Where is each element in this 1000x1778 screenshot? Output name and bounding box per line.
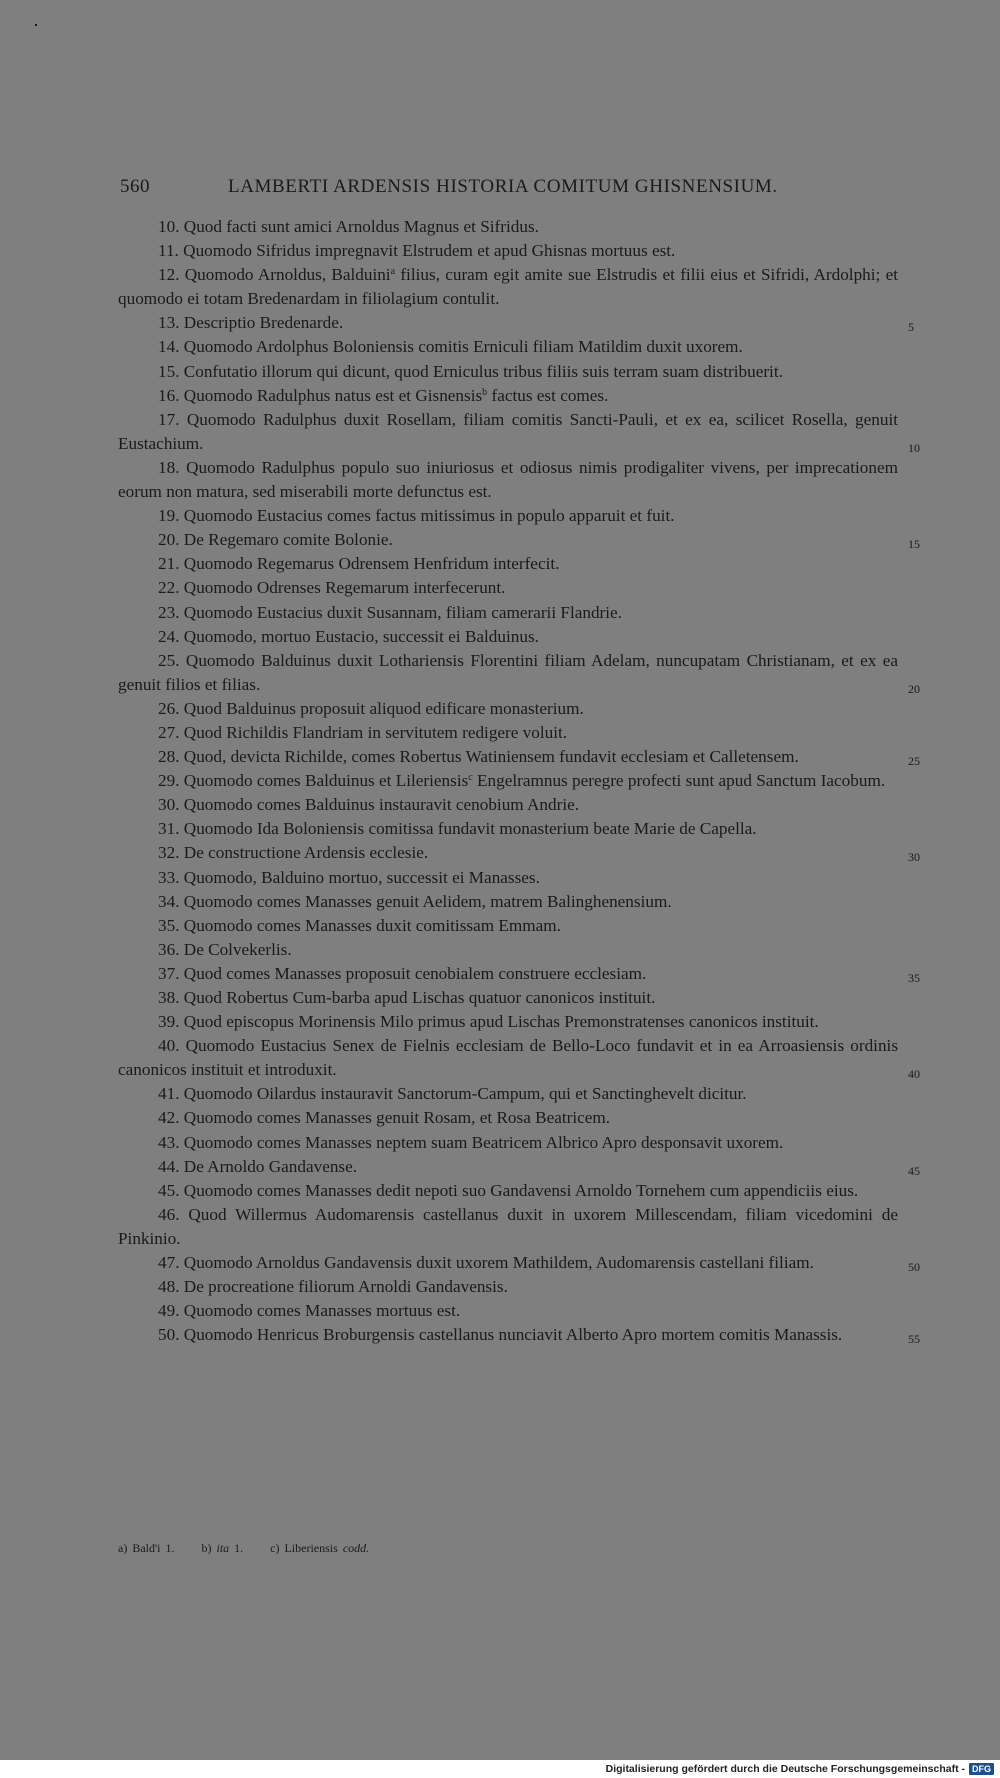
chapter-entry [118,745,920,769]
chapter-list [118,215,920,1347]
entry-text-continued: filius, curam egit amite sue Elstrudis et filii eius et Sifridi, Ardolphi; et quomodo ei totam Bredenardam in filiolagium contulit. [118,265,898,309]
entry-text: Quod Richildis Flandriam in servitutem redigere voluit. [183,722,568,742]
chapter-entry [118,938,898,962]
entry-number: 25. [158,650,180,670]
entry-text: Quod episcopus Morinensis Milo primus apud Lischas Premonstratenses canonicos instituit. [183,1012,819,1032]
chapter-entry [118,215,898,239]
dfg-logo: DFG [969,1763,994,1775]
margin-line-number: 40 [908,1067,920,1082]
margin-line-number: 45 [908,1163,920,1178]
entry-number: 16. [158,385,180,405]
entry-text-continued: Engelramnus peregre profecti sunt apud Sanctum Iacobum. [472,771,886,791]
footnote-marker: b [482,386,488,398]
chapter-entry [118,456,898,504]
chapter-entry [118,721,898,745]
entry-text: De constructione Ardensis ecclesie. [183,843,429,863]
chapter-entry [118,1323,920,1347]
entry-text: Quomodo comes Manasses dedit nepoti suo Gandavensi Arnoldo Tornehem cum appendiciis eius. [183,1180,859,1200]
entry-number: 15. [158,361,180,381]
entry-number: 22. [158,578,180,598]
margin-line-number: 20 [908,681,920,696]
chapter-entry [118,697,898,721]
chapter-entry [118,890,898,914]
entry-number: 29. [158,771,180,791]
chapter-entry [118,962,920,986]
footnote-b: b) ita 1. [201,1541,244,1555]
chapter-entry [118,817,898,841]
entry-number: 43. [158,1132,180,1152]
entry-number: 26. [158,698,180,718]
page-header [118,176,898,206]
entry-text: Quomodo Eustacius comes factus mitissimus in populo apparuit et fuit. [183,506,675,526]
margin-line-number: 10 [908,440,920,455]
footnote-marker: a [390,266,396,278]
margin-line-number: 15 [908,537,920,552]
chapter-entry [118,841,920,865]
entry-number: 32. [158,843,180,863]
margin-line-number: 25 [908,754,920,769]
chapter-entry [118,239,898,263]
footer-credit-text: Digitalisierung gefördert durch die Deutsche Forschungsgemeinschaft - [605,1763,965,1775]
chapter-entry [118,263,898,311]
entry-number: 19. [158,506,180,526]
entry-number: 49. [158,1301,180,1321]
footer-credit-bar [0,1760,1000,1778]
chapter-entry [118,384,898,408]
entry-text: Quomodo Henricus Broburgensis castellanus nunciavit Alberto Apro mortem comitis Manassis. [183,1325,843,1345]
entry-number: 35. [158,915,180,935]
entry-text: Quomodo comes Balduinus et Lileriensis [183,771,469,791]
margin-line-number: 55 [908,1332,920,1347]
entry-number: 37. [158,963,180,983]
chapter-entry [118,625,898,649]
margin-line-number: 50 [908,1260,920,1275]
entry-text: Quod comes Manasses proposuit cenobialem construere ecclesiam. [183,963,647,983]
chapter-entry [118,986,898,1010]
chapter-entry [118,1179,898,1203]
entry-text: De procreatione filiorum Arnoldi Gandavensis. [183,1277,508,1297]
entry-text: Quomodo Eustacius duxit Susannam, filiam camerarii Flandrie. [183,602,622,622]
entry-text: Quomodo comes Manasses neptem suam Beatricem Albrico Apro desponsavit uxorem. [183,1132,784,1152]
entry-number: 14. [158,337,180,357]
entry-number: 30. [158,795,180,815]
entry-text: Quomodo, Balduino mortuo, successit ei Manasses. [183,867,540,887]
chapter-entry [118,866,898,890]
entry-text: Quomodo, mortuo Eustacio, successit ei Balduinus. [183,626,539,646]
entry-number: 48. [158,1277,180,1297]
entry-number: 24. [158,626,180,646]
entry-number: 12. [158,265,180,285]
chapter-entry [118,601,898,625]
entry-text: Quomodo Odrenses Regemarum interfecerunt. [183,578,506,598]
entry-number: 45. [158,1180,180,1200]
chapter-entry [118,408,920,456]
entry-number: 20. [158,530,180,550]
entry-number: 17. [158,409,180,429]
entry-number: 33. [158,867,180,887]
entry-number: 27. [158,722,180,742]
entry-text-continued: factus est comes. [487,385,609,405]
entry-text: Quomodo comes Manasses genuit Rosam, et Rosa Beatricem. [183,1108,611,1128]
entry-number: 42. [158,1108,180,1128]
margin-line-number: 30 [908,850,920,865]
entry-number: 47. [158,1253,180,1273]
entry-number: 10. [158,217,180,236]
chapter-entry [118,1299,898,1323]
entry-text: Quomodo Arnoldus, Balduini [184,265,391,285]
margin-line-number: 35 [908,970,920,985]
chapter-entry [118,1106,898,1130]
entry-text: Quod facti sunt amici Arnoldus Magnus et Sifridus. [183,217,539,236]
entry-text: Quomodo comes Balduinus instauravit cenobium Andrie. [183,795,580,815]
entry-text: Quod Willermus Audomarensis castellanus duxit in uxorem Millescendam, filiam vicedomini de Pinkinio. [118,1204,898,1248]
chapter-entry [118,1131,898,1155]
chapter-entry [118,335,898,359]
entry-number: 13. [158,313,180,333]
entry-text: Quomodo Ida Boloniensis comitissa fundavit monasterium beate Marie de Capella. [183,819,757,839]
chapter-entry [118,649,920,697]
entry-number: 36. [158,939,180,959]
entry-number: 23. [158,602,180,622]
entry-text: Descriptio Bredenarde. [183,313,344,333]
margin-line-number: 5 [908,320,914,335]
entry-text: Quomodo Regemarus Odrensem Henfridum interfecit. [183,554,560,574]
entry-text: Quomodo Balduinus duxit Lothariensis Florentini filiam Adelam, nuncupatam Christianam, et ex ea genuit filios et filias. [118,650,899,694]
footnotes [118,1541,391,1556]
entry-text: Confutatio illorum qui dicunt, quod Erniculus tribus filiis suis terram suam distribuerit. [183,361,783,381]
entry-number: 40. [158,1036,180,1056]
entry-number: 31. [158,819,180,839]
entry-number: 28. [158,747,180,767]
entry-number: 38. [158,988,180,1007]
entry-text: Quod, devicta Richilde, comes Robertus Watiniensem fundavit ecclesiam et Calletensem. [183,747,799,767]
page-number: 560 [120,176,150,197]
entry-number: 44. [158,1156,180,1176]
chapter-entry [118,528,920,552]
chapter-entry [118,793,898,817]
chapter-entry [118,1251,920,1275]
entry-text: Quomodo Oilardus instauravit Sanctorum-Campum, qui et Sanctinghevelt dicitur. [183,1084,747,1104]
entry-number: 46. [158,1204,180,1224]
footnote-c: c) Liberiensis codd. [270,1541,370,1555]
page-content [118,176,920,1347]
chapter-entry [118,311,914,335]
entry-text: Quomodo Radulphus duxit Rosellam, filiam comitis Sancti-Pauli, et ex ea, scilicet Rosella, genuit Eustachium. [118,409,898,453]
entry-text: Quomodo comes Manasses duxit comitissam Emmam. [183,915,561,935]
entry-text: Quomodo Ardolphus Boloniensis comitis Erniculi filiam Matildim duxit uxorem. [183,337,743,357]
chapter-entry [118,1010,898,1034]
chapter-entry [118,576,898,600]
entry-number: 21. [158,554,180,574]
chapter-entry [118,1203,898,1251]
running-title: LAMBERTI ARDENSIS HISTORIA COMITUM GHISNENSIUM. [228,176,778,197]
entry-text: Quomodo comes Manasses genuit Aelidem, matrem Balinghenensium. [183,891,672,911]
entry-text: De Colvekerlis. [183,939,292,959]
chapter-entry [118,360,898,384]
entry-text: Quomodo Sifridus impregnavit Elstrudem et apud Ghisnas mortuus est. [183,241,676,261]
chapter-entry [118,1155,920,1179]
entry-number: 41. [158,1084,180,1104]
entry-text: Quomodo Eustacius Senex de Fielnis ecclesiam de Bello-Loco fundavit et in ea Arroasiensis ordinis canonicos instituit et introduxit. [118,1036,899,1080]
entry-text: Quomodo Radulphus populo suo iniuriosus et odiosus nimis prodigaliter vivens, per imprecationem eorum non matura, sed miserabili morte defunctus est. [118,457,898,502]
chapter-entry [118,1275,898,1299]
entry-text: De Arnoldo Gandavense. [183,1156,358,1176]
chapter-entry [118,1082,898,1106]
entry-text: Quomodo Arnoldus Gandavensis duxit uxorem Mathildem, Audomarensis castellani filiam. [183,1253,814,1273]
entry-number: 50. [158,1325,180,1345]
entry-text: De Regemaro comite Bolonie. [183,530,393,550]
entry-text: Quod Balduinus proposuit aliquod edificare monasterium. [183,698,584,718]
entry-text: Quod Robertus Cum-barba apud Lischas quatuor canonicos instituit. [183,988,656,1007]
chapter-entry [118,769,898,793]
entry-text: Quomodo comes Manasses mortuus est. [183,1301,461,1321]
chapter-entry [118,1034,920,1082]
entry-number: 39. [158,1012,180,1032]
footnote-marker: c [468,772,473,784]
scan-speck [35,24,37,26]
chapter-entry [118,914,898,938]
entry-number: 11. [158,241,179,261]
entry-text: Quomodo Radulphus natus est et Gisnensis [183,385,483,405]
entry-number: 18. [158,457,180,477]
chapter-entry [118,504,898,528]
chapter-entry [118,552,898,576]
entry-number: 34. [158,891,180,911]
footnote-a: a) Bald'i 1. [118,1541,175,1555]
